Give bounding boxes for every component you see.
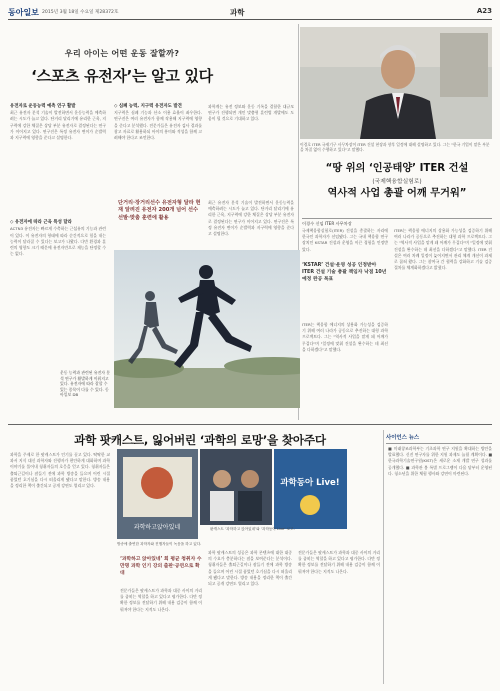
bottom-body-2: 전문가들은 팟캐스트가 과학과 대중 사이의 거리를 좁히는 역할을 하고 있다고 평가한다. 다만 정확한 정보를 전달하기 위해 내용 검증이 함께 이뤄져야 한다는 지적도 나온다. <box>120 588 202 612</box>
page-number: A23 <box>476 7 492 15</box>
left-article-col2 <box>114 104 202 196</box>
left-body-4: 과학계는 유전 정보와 운동 기록을 결합한 대규모 연구가 진행되면 개인 맞춤형 훈련법 개발에도 도움이 될 것으로 기대하고 있다. <box>208 104 294 122</box>
sidebar-heading: 사이언스 뉴스 <box>386 433 492 444</box>
portrait-caption: 이경호 ITER 국제기구 사무차장이 ITER 건설 현장과 향후 일정에 대해 설명하고 있다. 그는 "한국 기업이 맡은 부분을 차질 없이 수행하고 있다"고 말했다. <box>300 142 490 153</box>
masthead: 동아일보 <box>8 7 39 17</box>
right-article-byline: 이경수 신임 ITER 사무차장 <box>302 218 492 227</box>
left-pullquote: 단거리·장거리선수 유전자형 달라 현재 알려진 유전자 200개 넘어 선수 선발·맞춤 훈련에 활용 <box>118 200 201 221</box>
column-rule <box>383 430 384 684</box>
podcast-photo-caption: 방송에 출연한 과학자와 진행자들이 녹음을 하고 있다. <box>117 542 202 546</box>
right-body-1: ITER는 핵융합 에너지의 상용화 가능성을 검증하기 위해 여러 나라가 공동으로 추진하는 대형 과학 프로젝트다. 그는 "역사적 사업을 맡게 돼 어깨가 무겁다"며 "일정에 맞춰 건설을 완수하는 데 최선을 다하겠다"고 말했다. <box>302 322 388 352</box>
right-title-line2: 역사적 사업 총괄 어깨 무거워” <box>327 188 467 199</box>
sidebar-body: ■ 미래창조과학부는 기초과학 연구 지원을 확대하는 방안을 발표했다. 신진 연구자를 위한 지원 과제도 늘릴 계획이다. ■ 한국과학기술연구원(KIST)은 새로운 소재 개발 연구 성과를 공개했다. ■ 과학관 봄 특별 프로그램이 다음 달부터 운영된다. 청소년을 위한 체험 행사와 강연이 마련된다. <box>388 446 492 476</box>
podcast-photo <box>200 449 272 525</box>
bottom-body-4: 전문가들은 팟캐스트가 과학과 대중 사이의 거리를 좁히는 역할을 하고 있다고 평가한다. 다만 정확한 정보를 전달하기 위해 내용 검증이 함께 이뤄져야 한다는 지적도 나온다. <box>298 550 380 574</box>
bottom-body-1: 과학을 주제로 한 팟캐스트가 인기를 끌고 있다. 딱딱한 교과서 지식 대신 과학자와 진행자가 편안하게 대화하며 과학 이야기를 풀어내 청취자들의 호응을 얻고 있다. 청취자들은 출퇴근길이나 잠들기 전에 과학 방송을 들으며 어린 시절 품었던 호기심을 다시 떠올리게 됐다고 말한다. 방송 내용을 정리한 책이 출간되고 공개 강연도 열리고 있다. <box>10 452 110 489</box>
bottom-body-3: 과학 팟캐스트의 성공은 과학 콘텐츠에 대한 대중의 수요가 충분하다는 점을 보여준다는 분석이다. 청취자들은 출퇴근길이나 잠들기 전에 과학 방송을 들으며 어린 시절 품었던 호기심을 다시 떠올리게 됐다고 말한다. 방송 내용을 정리한 책이 출간되고 공개 강연도 열리고 있다. <box>208 550 292 587</box>
bottom-article-title: 과학 팟캐스트, 잃어버린 ‘과학의 로망’을 찾아주다 <box>74 433 326 447</box>
runners-photo-caption: 운동 능력과 관련된 유전자 분석 연구가 활발하게 이뤄지고 있다. 유전자에 따라 잘할 수 있는 종목이 다를 수 있다. 동아일보 DB <box>60 370 111 398</box>
photo-credit: 동아일보 DB <box>60 386 109 398</box>
left-subhead-1: 유전자로 운동능력 예측 연구 활발 <box>10 104 76 109</box>
left-subhead-2: ◇ 유전자에 따라 근육 특성 달라 <box>10 220 72 226</box>
left-article-kicker: 우리 아이는 어떤 운동 잘할까? <box>64 48 180 58</box>
dateline: 2015년 3월 18일 수요일 제28372호 <box>42 10 119 15</box>
podcast-logo-1-text: 과학하고앉아있네 <box>133 524 181 531</box>
right-title-line1: “땅 위의 ‘인공태양’ ITER 건설 <box>325 163 469 174</box>
portrait-photo <box>300 27 492 139</box>
left-body-5: 최근 유전자 분석 기술이 발전하면서 운동능력을 예측하려는 시도가 늘고 있다. 단거리 달리기에 유리한 근육, 지구력에 강한 체질은 상당 부분 유전자로 결정된다는 연구가 이어지고 있다. 연구진은 특정 유전자 변이가 순발력과 지구력에 영향을 준다고 설명한다. <box>208 200 294 237</box>
left-body-1: 최근 유전자 분석 기술이 발전하면서 운동능력을 예측하려는 시도가 늘고 있다. 단거리 달리기에 유리한 근육, 지구력에 강한 체질은 상당 부분 유전자로 결정된다는 연구가 이어지고 있다. 연구진은 특정 유전자 변이가 순발력과 지구력에 영향을 준다고 설명한다. <box>10 110 106 141</box>
right-body-intro: 국제핵융합실험로(ITER) 건설을 총괄하는 자리에 한국인 과학자가 선임됐다. 그는 국내 핵융합 연구장치인 KSTAR 건설과 운영을 이끈 경험을 인정받았다. <box>302 228 388 252</box>
section-title: 과학 <box>230 8 245 17</box>
left-article-headline <box>22 48 222 86</box>
left-body-3: 지구력은 심폐 기능과 산소 이용 효율이 좌우한다. 연구진은 여러 유전자가 함께 작용해 지구력에 영향을 준다고 분석했다. 전문가들은 유전자 검사 결과를 참고 자료로 활용하되 아이의 흥미와 적성을 함께 고려해야 한다고 조언한다. <box>114 110 202 141</box>
left-subhead-3: ◇ 심폐 능력, 지구력 유전자도 발견 <box>114 104 182 109</box>
section-divider <box>8 424 492 425</box>
podcast-logo-2-text: 과학동아 Live! <box>280 478 340 488</box>
podcast-logo-1 <box>117 449 198 539</box>
podcast-logo-caption: 팟캐스트 ‘과학하고 앉아있네’와 ‘과학동아 Live’ 로고. <box>210 527 295 531</box>
right-article-headline <box>302 162 492 200</box>
bottom-pullquote: ‘과학하고 앉아있네’ 회 평균 청취자 수만명 과학 인기 강의 출판·공연으로 확대 <box>120 557 202 576</box>
podcast-logo-2 <box>274 449 347 529</box>
left-article-title: ‘스포츠 유전자’는 알고 있다 <box>31 67 213 85</box>
page-header <box>8 6 492 20</box>
left-body-2: ACTN3 유전자는 빠르게 수축하는 근섬유의 기능과 관련이 있다. 이 유전자의 형태에 따라 순간적으로 힘을 내는 능력이 달라질 수 있다는 보고가 나왔다. 다만 환경과 훈련의 영향도 크기 때문에 유전자만으로 재능을 단정할 수는 없다. <box>10 226 106 257</box>
right-title-subtitle: (국제핵융합실험로) <box>372 179 422 185</box>
right-highlight: ‘KSTAR’ 건설·운영 성공 인정받아 ITER 건설 기술 총괄 책임자 낙점 10년 예정 완공 목표 <box>302 263 387 282</box>
right-body-2: ITER는 핵융합 에너지의 상용화 가능성을 검증하기 위해 여러 나라가 공동으로 추진하는 대형 과학 프로젝트다. 그는 "역사적 사업을 맡게 돼 어깨가 무겁다"며 "일정에 맞춰 건설을 완수하는 데 최선을 다하겠다"고 말했다. ITER 건설은 여러 차례 일정이 늦어지면서 관리 체계 개선이 과제로 꼽혀 왔다. 그는 참여국 간 협력을 강화하고 기술 검증 절차를 체계화하겠다고 밝혔다. <box>394 228 492 271</box>
runners-photo <box>114 250 300 408</box>
